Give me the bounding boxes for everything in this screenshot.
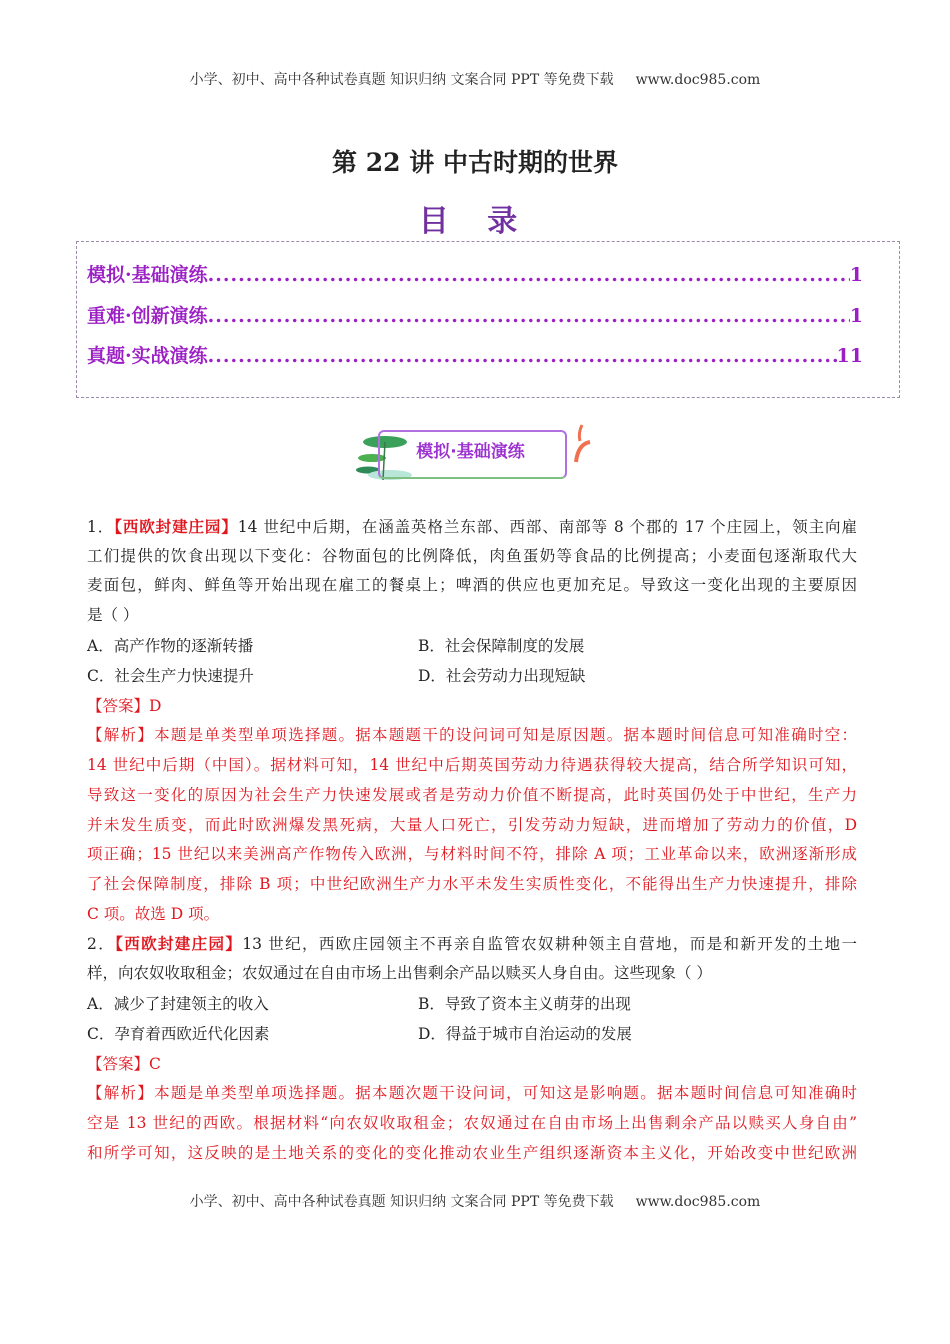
toc-leader [208, 305, 850, 327]
option-a: A．高产作物的逐渐转播 [87, 636, 254, 655]
analysis: 【解析】本题是单类型单项选择题。据本题次题干设问词，可知这是影响题。据本题时间信息可知准确时 [87, 1084, 857, 1103]
toc-item-page: 1 [849, 305, 863, 327]
analysis: 【解析】本题是单类型单项选择题。据本题题干的设问词可知是原因题。据本题时间信息可知准确时空： [87, 726, 857, 745]
toc-item[interactable] [87, 260, 863, 287]
question-stem: 14 世纪中后期，在涵盖英格兰东部、西部、南部等 8 个郡的 17 个庄园上，领主向雇 [237, 518, 857, 536]
toc-item-page: 1 [849, 264, 863, 286]
answer: 【答案】C [87, 1054, 161, 1073]
toc-item[interactable] [87, 301, 863, 328]
option-b: B．社会保障制度的发展 [418, 636, 585, 655]
analysis: 并未发生质变，而此时欧洲爆发黑死病，大量人口死亡，引发劳动力短缺，进而增加了劳动力的价值，D [87, 815, 857, 834]
option-c: C．孕育着西欧近代化因素 [87, 1025, 270, 1044]
question-number: 2． [87, 935, 116, 954]
analysis: 项正确；15 世纪以来美洲高产作物传入欧洲，与材料时间不符，排除 A 项；工业革命以来，欧洲逐渐形成 [87, 845, 857, 864]
toc-item[interactable] [87, 341, 863, 368]
questions [87, 512, 857, 1168]
toc-heading: 目 录 [418, 204, 532, 239]
analysis: 了社会保障制度，排除 B 项；中世纪欧洲生产力水平未发生实质性变化，不能得出生产力快速提升，排除 [87, 874, 857, 893]
toc-leader [208, 345, 837, 367]
option-a: A．减少了封建领主的收入 [87, 994, 269, 1013]
question-stem: 麦面包，鲜肉、鲜鱼等开始出现在雇工的餐桌上；啤酒的供应也更加充足。导致这一变化出现的主要原因 [87, 576, 857, 595]
question-stem: 工们提供的饮食出现以下变化：谷物面包的比例降低，肉鱼蛋奶等食品的比例提高；小麦面包逐渐取代大 [87, 546, 857, 565]
analysis: 和所学可知，这反映的是土地关系的变化的变化推动农业生产组织逐渐资本主义化，开始改变中世纪欧洲 [87, 1143, 857, 1162]
toc-item-label: 重难·创新演练 [87, 305, 208, 327]
page-header [0, 69, 950, 89]
toc-item-label: 模拟·基础演练 [87, 264, 208, 286]
section-banner [350, 420, 595, 485]
section-title: 模拟·基础演练 [416, 442, 525, 462]
question-stem: 是（ ） [87, 606, 139, 625]
toc-item-label: 真题·实战演练 [87, 345, 208, 367]
option-b: B．导致了资本主义萌芽的出现 [418, 994, 631, 1013]
analysis: 空是 13 世纪的西欧。根据材料“向农奴收取租金；农奴通过在自由市场上出售剩余产品以赎买人身自由” [87, 1114, 857, 1132]
option-d: D．社会劳动力出现短缺 [418, 667, 586, 686]
topic-tag: 【西欧封建庄园】 [114, 517, 238, 536]
toc-item-page: 11 [836, 345, 863, 367]
header-site-link[interactable]: www.doc985.com [635, 72, 761, 88]
analysis: C 项。故选 D 项。 [87, 904, 220, 923]
question-stem: 样，向农奴收取租金；农奴通过在自由市场上出售剩余产品以赎买人身自由。这些现象（ ） [87, 963, 712, 982]
toc-leader [208, 264, 850, 286]
lecture-title: 第 22 讲 中古时期的世界 [332, 148, 618, 177]
question-stem: 13 世纪，西欧庄园领主不再亲自监管农奴耕种领主自营地，而是和新开发的土地一 [242, 935, 857, 954]
footer-text: 小学、初中、高中各种试卷真题 知识归纳 文案合同 PPT 等免费下载 [189, 1194, 614, 1210]
answer: 【答案】D [87, 696, 162, 715]
question-number: 1． [87, 518, 115, 536]
analysis: 14 世纪中后期（中国）。据材料可知，14 世纪中后期英国劳动力待遇获得较大提高，结合所学知识可知， [87, 756, 857, 775]
table-of-contents [76, 241, 900, 398]
option-d: D．得益于城市自治运动的发展 [418, 1025, 632, 1044]
header-text: 小学、初中、高中各种试卷真题 知识归纳 文案合同 PPT 等免费下载 [189, 72, 614, 88]
analysis: 导致这一变化的原因为社会生产力快速发展或者是劳动力价值不断提高，此时英国仍处于中世纪，生产力 [87, 785, 857, 804]
question-2 [87, 929, 857, 1168]
question-1 [87, 512, 857, 929]
page-footer [0, 1191, 950, 1211]
option-c: C．社会生产力快速提升 [87, 667, 254, 686]
footer-site-link[interactable]: www.doc985.com [635, 1194, 761, 1210]
topic-tag: 【西欧封建庄园】 [115, 934, 243, 954]
